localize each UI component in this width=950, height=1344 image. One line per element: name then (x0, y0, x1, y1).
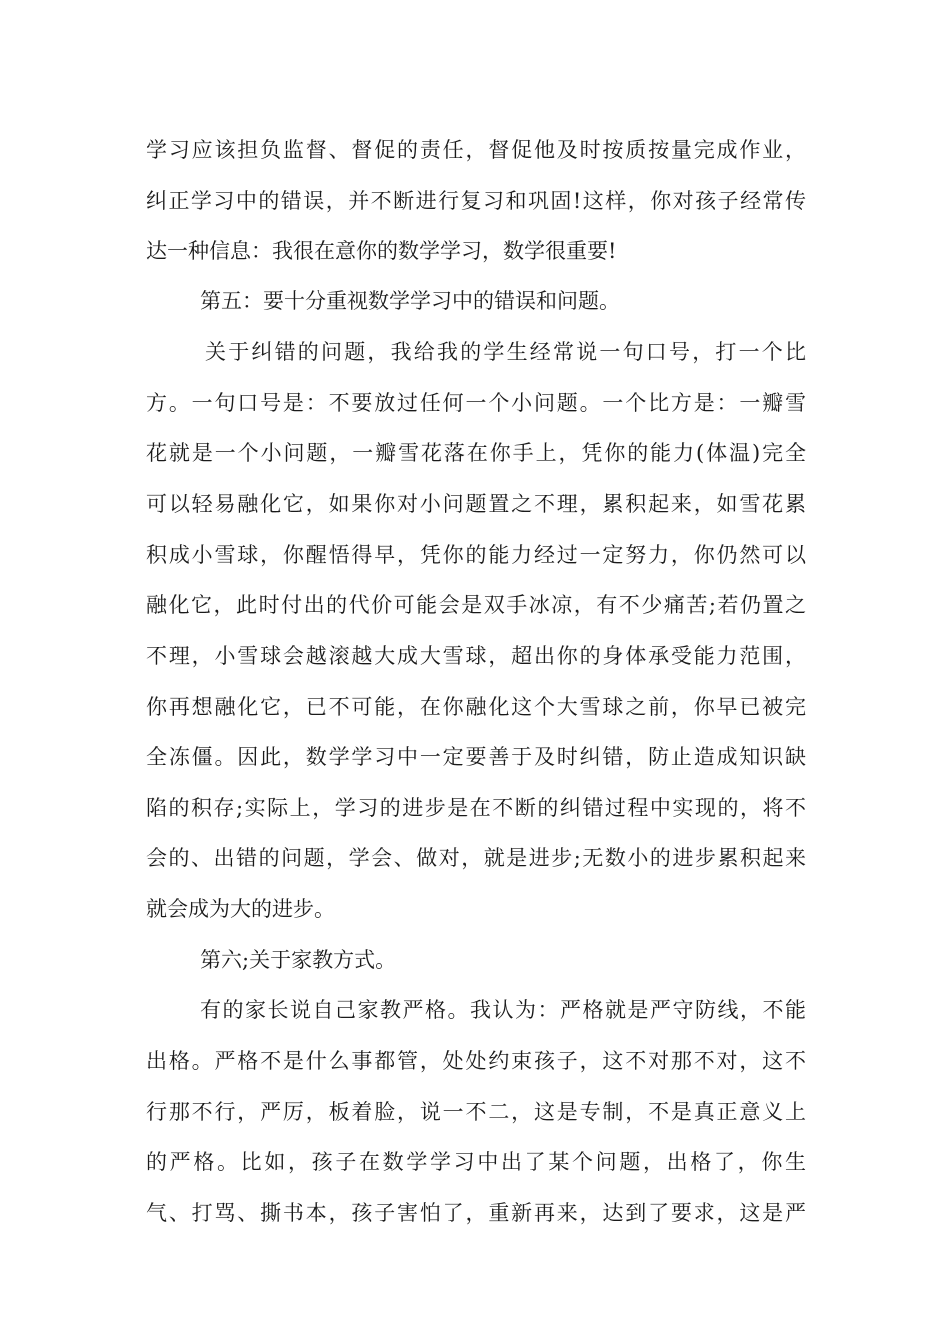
text-line: 达一种信息：我很在意你的数学学习，数学很重要! (146, 239, 617, 263)
text-line: 不理，小雪球会越滚越大成大雪球，超出你的身体承受能力范围， (146, 644, 806, 668)
text-line: 积成小雪球，你醒悟得早，凭你的能力经过一定努力，你仍然可以 (146, 543, 806, 567)
text-line: 气、打骂、撕书本，孩子害怕了，重新再来，达到了要求，这是严 (146, 1201, 806, 1225)
text-line: 全冻僵。因此，数学学习中一定要善于及时纠错，防止造成知识缺 (146, 745, 806, 769)
text-line: 方。一句口号是：不要放过任何一个小问题。一个比方是：一瓣雪 (146, 391, 806, 415)
text-line: 学习应该担负监督、督促的责任，督促他及时按质按量完成作业， (146, 138, 806, 162)
text-line: 关于纠错的问题，我给我的学生经常说一句口号，打一个比 (205, 340, 806, 364)
text-line: 花就是一个小问题，一瓣雪花落在你手上，凭你的能力(体温)完全 (146, 441, 806, 465)
text-line: 的严格。比如，孩子在数学学习中出了某个问题，出格了，你生 (146, 1150, 806, 1174)
section-heading: 第五：要十分重视数学学习中的错误和问题。 (200, 289, 620, 313)
text-line: 融化它，此时付出的代价可能会是双手冰凉，有不少痛苦;若仍置之 (146, 593, 806, 617)
text-line: 有的家长说自己家教严格。我认为：严格就是严守防线，不能 (200, 998, 806, 1022)
text-line: 行那不行，严厉，板着脸，说一不二，这是专制，不是真正意义上 (146, 1100, 806, 1124)
text-line: 陷的积存;实际上，学习的进步是在不断的纠错过程中实现的，将不 (146, 796, 806, 820)
section-heading: 第六;关于家教方式。 (200, 948, 397, 972)
text-line: 就会成为大的进步。 (146, 897, 335, 921)
text-line: 你再想融化它，已不可能，在你融化这个大雪球之前，你早已被完 (146, 695, 806, 719)
text-line: 出格。严格不是什么事都管，处处约束孩子，这不对那不对，这不 (146, 1049, 806, 1073)
text-line: 纠正学习中的错误，并不断进行复习和巩固!这样，你对孩子经常传 (146, 189, 806, 213)
text-line: 可以轻易融化它，如果你对小问题置之不理，累积起来，如雪花累 (146, 492, 806, 516)
text-line: 会的、出错的问题，学会、做对，就是进步;无数小的进步累积起来 (146, 846, 806, 870)
